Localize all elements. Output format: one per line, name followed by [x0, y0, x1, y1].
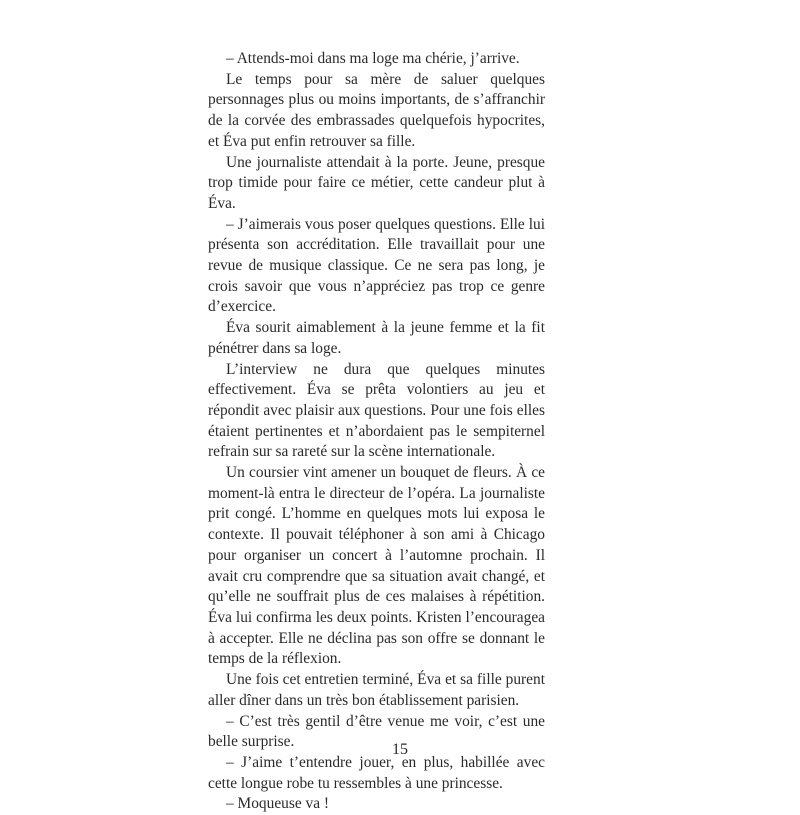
- paragraph: Une journaliste attendait à la porte. Jeune, presque trop timide pour faire ce métier, cette candeur plut à Éva.: [208, 153, 545, 212]
- paragraph: – Moqueuse va !: [226, 795, 330, 813]
- paragraph: L’interview ne dura que quelques minutes effectivement. Éva se prêta volontiers au jeu et répondit avec plaisir aux questions. Pour une fois elles étaient pertinentes et n’abordaient pas le sempiternel refrain sur sa rareté sur la scène internationale.: [208, 360, 545, 461]
- paragraph: Le temps pour sa mère de saluer quelques personnages plus ou moins importants, de s’affranchir de la corvée des embrassades quelquefois hypocrites, et Éva put enfin retrouver sa fille.: [208, 70, 545, 150]
- paragraph: Un coursier vint amener un bouquet de fleurs. À ce moment-là entra le directeur de l’opéra. La journaliste prit congé. L’homme en quelques mots lui exposa le contexte. Il pouvait téléphoner à son ami à Chicago pour organiser un concert à l’automne prochain. Il avait cru comprendre que sa situation avait changé, et qu’elle ne souffrait plus de ces malaises à répétition. Éva lui confirma les deux points. Kristen l’encouragea à accepter. Elle ne déclina pas son offre se donnant le temps de la réflexion.: [208, 464, 545, 668]
- paragraph: – Attends-moi dans ma loge ma chérie, j’arrive.: [226, 50, 520, 67]
- page-number: 15: [392, 741, 408, 758]
- paragraph: Éva sourit aimablement à la jeune femme et la fit pénétrer dans sa loge.: [208, 319, 545, 357]
- page-body: [208, 49, 545, 815]
- paragraph: Une fois cet entretien terminé, Éva et sa fille purent aller dîner dans un très bon établissement parisien.: [208, 671, 545, 709]
- paragraph: – J’aime t’entendre jouer, en plus, habillée avec cette longue robe tu ressembles à une princesse.: [208, 753, 545, 792]
- paragraph: – J’aimerais vous poser quelques questions. Elle lui présenta son accréditation. Elle travaillait pour une revue de musique classique. Ce ne sera pas long, je crois savoir que vous n’appréciez pas trop ce genre d’exercice.: [208, 215, 545, 316]
- paragraph: – C’est très gentil d’être venue me voir, c’est une belle surprise.: [208, 712, 545, 751]
